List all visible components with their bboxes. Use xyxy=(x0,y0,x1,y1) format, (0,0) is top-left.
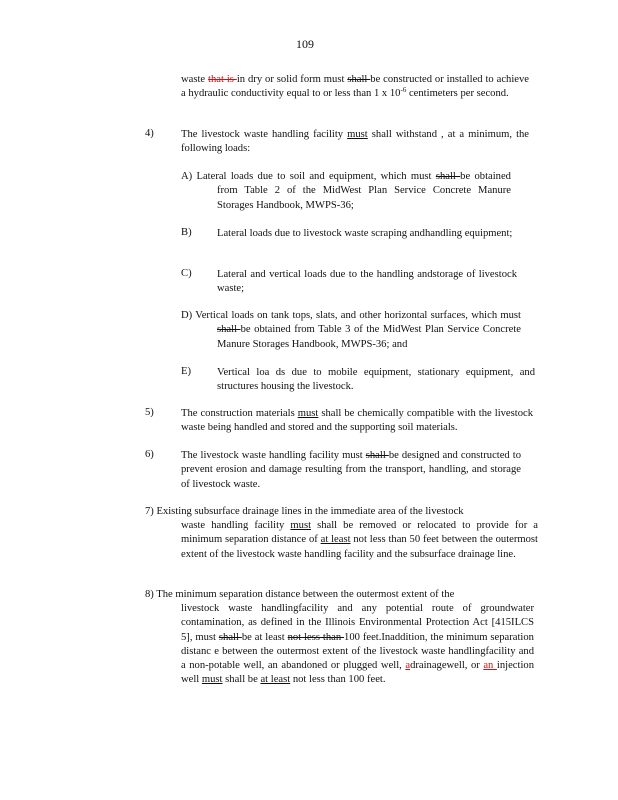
text: D) Vertical loads on tank tops, slats, and other horizontal surfaces, which must xyxy=(181,310,521,321)
text: injection well xyxy=(181,660,534,686)
text: be constructed or installed to achieve a hydraulic conductivity equal to or less than 1 x 10 xyxy=(181,74,529,100)
text: The livestock waste handling facility xyxy=(181,129,348,140)
page-number: 109 xyxy=(296,37,314,51)
text: shall be removed or relocated to provide for a minimum separation distance of xyxy=(181,520,539,546)
text: livestock waste handlingfacility and any potential route of groundwater contamination, as defined in the Illinois Environmental Protection Act [415ILCS 5], must xyxy=(181,603,534,643)
deleted-text: that is xyxy=(208,74,237,85)
text: be designed and constructed to prevent erosion and damage resulting from the transport, handling, and storage of livestock waste. xyxy=(181,450,521,490)
text: in dry or solid form must xyxy=(236,74,348,85)
text: Lateral loads due to livestock waste scraping andhandling equipment; xyxy=(217,228,513,239)
text: not less than 100 feet. xyxy=(290,674,386,686)
text: 100 feet.Inaddition, the minimum separation distanc e between the outermost extent of the livestock waste handlingfacility and a non-potable well, an abandoned or plugged well, xyxy=(181,631,534,672)
subitem-e xyxy=(217,366,535,395)
item-4-paragraph xyxy=(181,128,529,157)
inserted-text: must xyxy=(201,674,223,686)
item-7-lead: 7) Existing subsurface drainage lines in the immediate area of the livestock xyxy=(145,506,464,517)
text: not less than 50 feet between the outermost extent of the livestock waste handling facility and the subsurface drainage line. xyxy=(181,534,538,560)
text: Vertical loa ds due to mobile equipment, stationary equipment, and structures housing the livestock. xyxy=(217,367,535,393)
text: be obtained from Table 3 of the MidWest Plan Service Concrete Manure Storages Handbook, MWPS-36; and xyxy=(217,324,521,350)
item-5-paragraph xyxy=(181,407,533,436)
inserted-text: a xyxy=(405,660,411,672)
text: The livestock waste handling facility must xyxy=(181,450,366,461)
inserted-text: at least xyxy=(320,534,351,546)
text: be at least xyxy=(241,631,288,643)
deleted-text: shall xyxy=(435,171,461,182)
text: A) Lateral loads due to soil and equipment, which must xyxy=(181,171,436,182)
item-number: 4) xyxy=(145,128,154,139)
text: shall be chemically compatible with the livestock waste being handled and stored and the supporting soil materials. xyxy=(181,408,533,434)
subitem-label: C) xyxy=(181,268,192,279)
text: shall withstand , at a minimum, the following loads: xyxy=(181,129,530,155)
inserted-text: an xyxy=(483,660,497,672)
intro-paragraph xyxy=(181,73,529,102)
superscript: -6 xyxy=(400,86,407,95)
subitem-c xyxy=(217,268,517,297)
text: centimeters per second. xyxy=(406,88,509,100)
deleted-text: shall xyxy=(347,74,371,85)
deleted-text: not less than xyxy=(287,631,345,643)
text: Lateral and vertical loads due to the handling andstorage of livestock waste; xyxy=(217,269,517,295)
item-number: 6) xyxy=(145,449,154,460)
text: shall be xyxy=(222,674,261,686)
subitem-d xyxy=(181,309,521,352)
subitem-label: E) xyxy=(181,366,191,377)
inserted-text: must xyxy=(297,408,319,419)
item-8-paragraph xyxy=(181,602,534,688)
subitem-label: B) xyxy=(181,227,192,238)
deleted-text: shall xyxy=(365,450,389,461)
inserted-text: at least xyxy=(260,674,291,686)
subitem-b xyxy=(217,227,517,241)
inserted-text: must xyxy=(347,129,368,140)
text: waste handling facility xyxy=(181,520,291,531)
item-7-paragraph xyxy=(181,519,538,562)
item-8-lead: 8) The minimum separation distance between the outermost extent of the xyxy=(145,589,455,600)
text: waste xyxy=(181,74,209,85)
deleted-text: shall xyxy=(218,631,242,643)
inserted-text: must xyxy=(290,520,312,531)
text: be obtained from Table 2 of the MidWest Plan Service Concrete Manure Storages Handbook, MWPS-36; xyxy=(217,171,511,211)
text: drainagewell, or xyxy=(410,660,484,672)
item-6-paragraph xyxy=(181,449,521,492)
subitem-a xyxy=(181,170,511,213)
deleted-text: shall xyxy=(217,324,241,336)
text: The construction materials xyxy=(181,408,298,419)
item-number: 5) xyxy=(145,407,154,418)
